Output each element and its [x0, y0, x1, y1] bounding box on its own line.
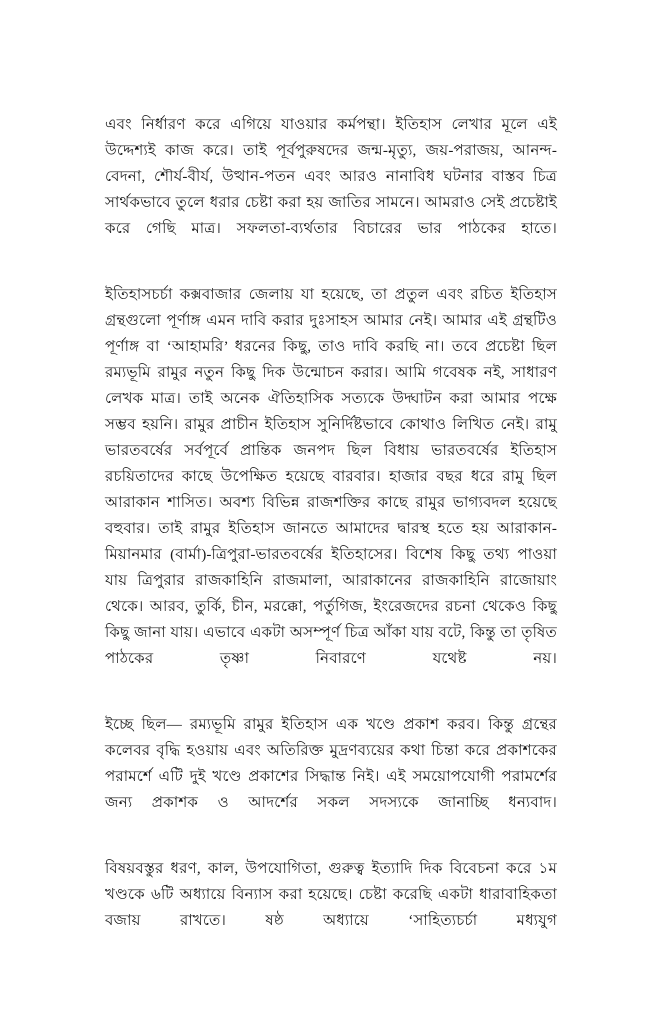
page-text-block: [105, 112, 557, 960]
body-paragraph: ইচ্ছে ছিল— রম্যভূমি রামুর ইতিহাস এক খণ্ডে প্রকাশ করব। কিন্তু গ্রন্থের কলেবর বৃদ্ধি হওয়ায় এবং অতিরিক্ত মুদ্রণব্যয়ের কথা চিন্তা করে প্রকাশকের পরামর্শে এটি দুই খণ্ডে প্রকাশের সিদ্ধান্ত নিই। এই সময়োপযোগী পরামর্শের জন্য প্রকাশক ও আদর্শের সকল সদস্যকে জানাচ্ছি ধন্যবাদ।: [105, 716, 557, 811]
body-paragraph: ইতিহাসচর্চা কক্সবাজার জেলায় যা হয়েছে, তা প্রতুল এবং রচিত ইতিহাস গ্রন্থগুলো পূর্ণাঙ্গ এমন দাবি করার দুঃসাহস আমার নেই। আমার এই গ্রন্থটিও পূর্ণাঙ্গ বা ‘আহামরি’ ধরনের কিছু, তাও দাবি করছি না। তবে প্রচেষ্টা ছিল রম্যভূমি রামুর নতুন কিছু দিক উন্মোচন করার। আমি গবেষক নই, সাধারণ লেখক মাত্র। তাই অনেক ঐতিহাসিক সত্যকে উদ্ঘাটন করা আমার পক্ষে সম্ভব হয়নি। রামুর প্রাচীন ইতিহাস সুনির্দিষ্টভাবে কোথাও লিখিত নেই। রামু ভারতবর্ষের সর্বপূর্বে প্রান্তিক জনপদ ছিল বিধায় ভারতবর্ষের ইতিহাস রচয়িতাদের কাছে উপেক্ষিত হয়েছে বারবার। হাজার বছর ধরে রামু ছিল আরাকান শাসিত। অবশ্য বিভিন্ন রাজশক্তির কাছে রামুর ভাগ্যবদল হয়েছে বহুবার। তাই রামুর ইতিহাস জানতে আমাদের দ্বারস্থ হতে হয় আরাকান-মিয়ানমার (বার্মা)-ত্রিপুরা-ভারতবর্ষের ইতিহাসের। বিশেষ কিছু তথ্য পাওয়া যায় ত্রিপুরার রাজকাহিনি রাজমালা, আরাকানের রাজকাহিনি রাজোয়াং থেকে। আরব, তুর্কি, চীন, মরক্কো, পর্তুগিজ, ইংরেজদের রচনা থেকেও কিছু কিছু জানা যায়। এভাবে একটা অসম্পূর্ণ চিত্র আঁকা যায় বটে, কিন্তু তা তৃষিত পাঠকের তৃষ্ণা নিবারণে যথেষ্ট নয়।: [105, 286, 557, 667]
body-paragraph: এবং নির্ধারণ করে এগিয়ে যাওয়ার কর্মপন্থা। ইতিহাস লেখার মূলে এই উদ্দেশ্যই কাজ করে। তাই পূর্বপুরুষদের জন্ম-মৃত্যু, জয়-পরাজয়, আনন্দ-বেদনা, শৌর্য-বীর্য, উত্থান-পতন এবং আরও নানাবিধ ঘটনার বাস্তব চিত্র সার্থকভাবে তুলে ধরার চেষ্টা করা হয় জাতির সামনে। আমরাও সেই প্রচেষ্টাই করে গেছি মাত্র। সফলতা-ব্যর্থতার বিচারের ভার পাঠকের হাতে।: [105, 116, 557, 237]
body-paragraph: বিষয়বস্তুর ধরণ, কাল, উপযোগিতা, গুরুত্ব ইত্যাদি দিক বিবেচনা করে ১ম খণ্ডকে ৬টি অধ্যায়ে বিন্যাস করা হয়েছে। চেষ্টা করেছি একটা ধারাবাহিকতা বজায় রাখতে। ষষ্ঠ অধ্যায়ে ‘সাহিত্যচর্চা মধ্যযুগ: [105, 860, 557, 929]
